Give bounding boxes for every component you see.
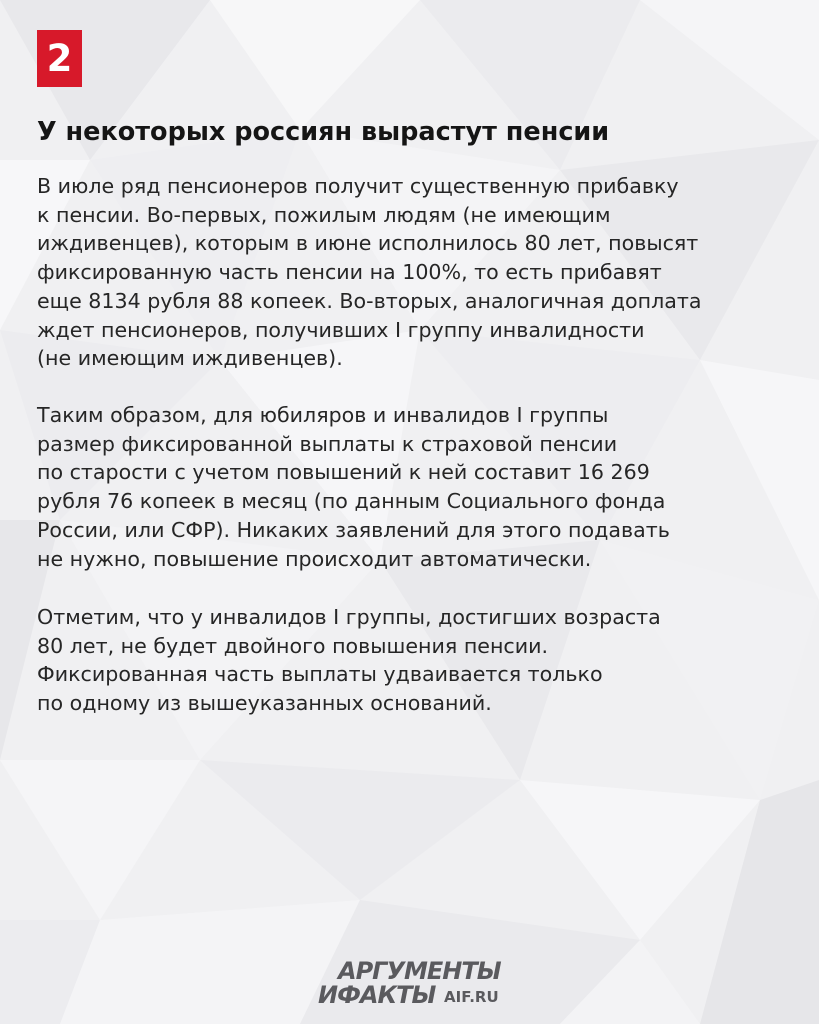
logo-line-1: АРГУМЕНТЫ [338,957,501,985]
logo-line-2: ИФАКТЫ [318,981,436,1009]
text-line: (не имеющим иждивенцев). [37,346,343,371]
text-line: Таким образом, для юбиляров и инвалидов I группы [37,403,609,427]
text-line: 80 лет, не будет двойного повышения пенсии. [37,633,549,658]
text-line: не нужно, повышение происходит автоматически. [37,546,592,571]
text-line: рубля 76 копеек в месяц (по данным Социального фонда [37,489,666,514]
text-line: еще 8134 рубля 88 копеек. Во-вторых, аналогичная доплата [37,288,702,313]
text-line: фиксированную часть пенсии на 100%, то есть прибавят [37,260,662,285]
text-line: В июле ряд пенсионеров получит существенную прибавку [37,174,679,198]
text-line: России, или СФР). Никаких заявлений для этого подавать [37,517,670,542]
aif-logo [318,958,528,1010]
paragraph-2 [37,401,670,573]
paragraph-1 [37,172,701,373]
text-line: по одному из вышеуказанных оснований. [37,691,492,716]
paragraph-3 [37,603,661,718]
text-line: иждивенцев), которым в июне исполнилось 80 лет, повысят [37,231,699,256]
logo-site: AIF.RU [444,988,499,1006]
text-line: ждет пенсионеров, получивших I группу инвалидности [37,317,645,342]
slide-number-badge: 2 [37,30,82,87]
page-title: У некоторых россиян вырастут пенсии [37,117,610,147]
text-line: Отметим, что у инвалидов I группы, достигших возраста [37,605,661,629]
text-line: к пенсии. Во-первых, пожилым людям (не имеющим [37,202,611,227]
text-line: по старости с учетом повышений к ней составит 16 269 [37,460,650,485]
text-line: размер фиксированной выплаты к страховой пенсии [37,431,618,456]
text-line: Фиксированная часть выплаты удваивается только [37,662,603,687]
